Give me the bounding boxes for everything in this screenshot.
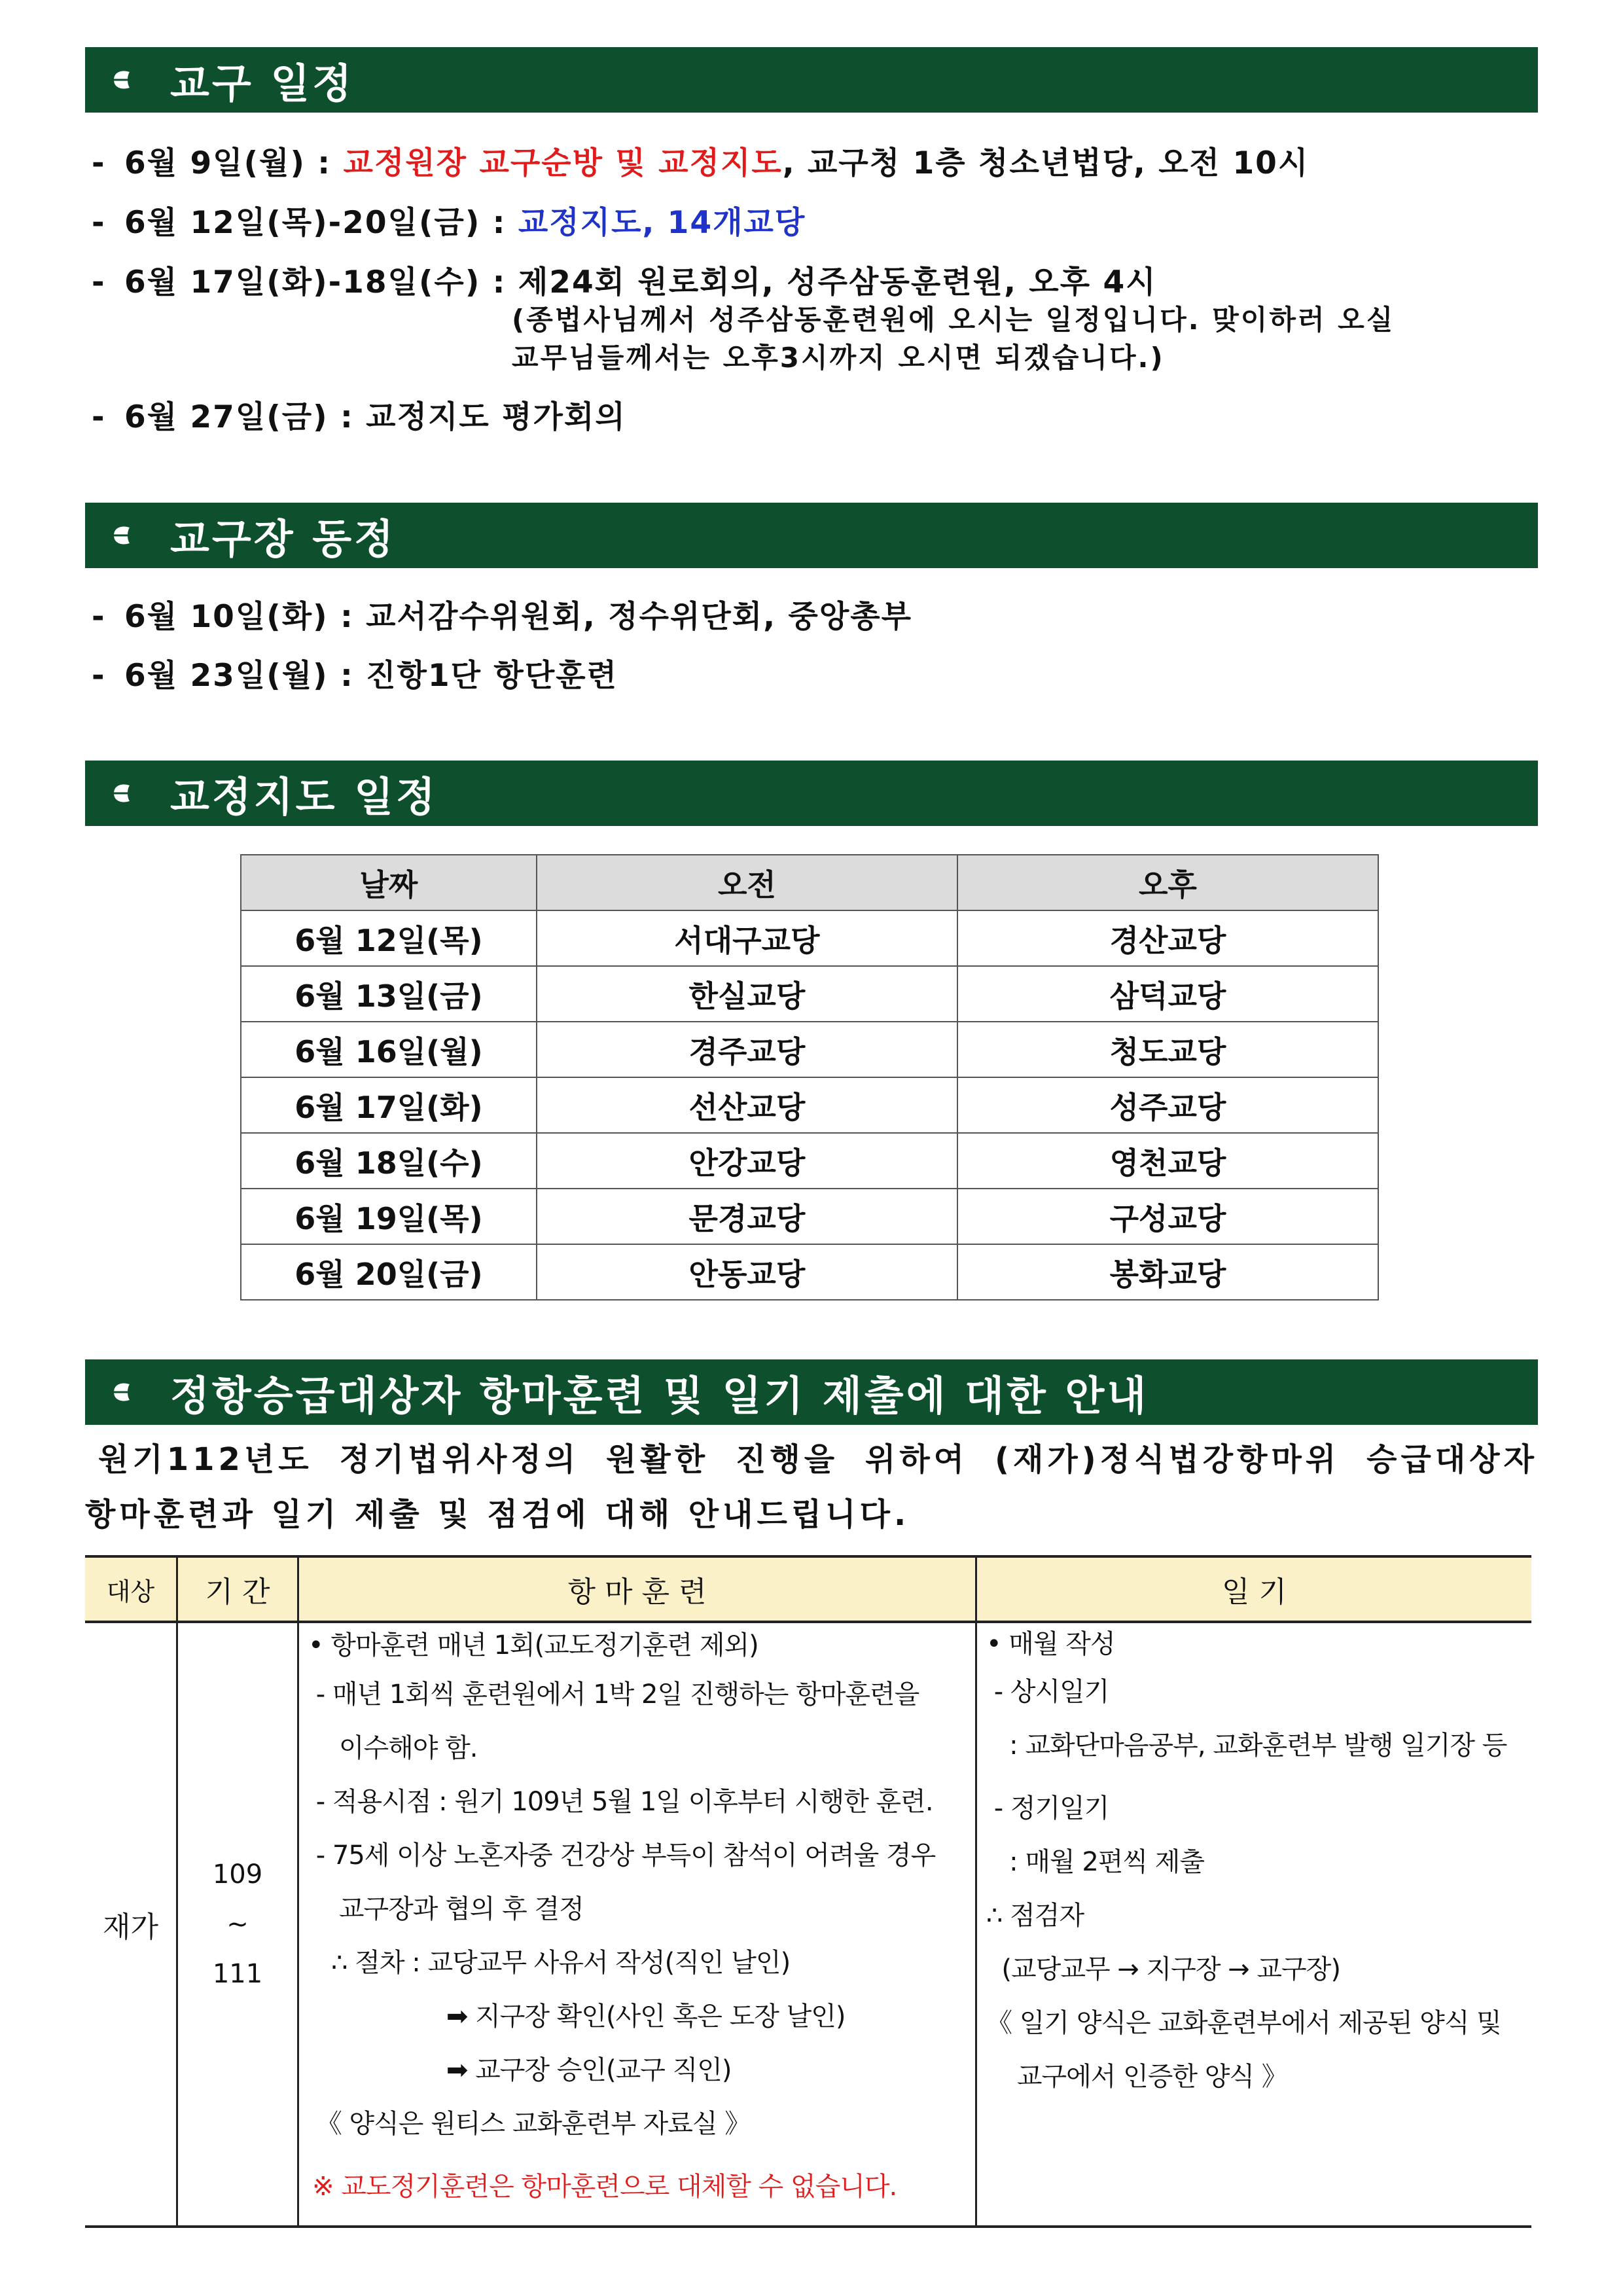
column-header: 오전: [537, 855, 957, 910]
schedule-item: - 6월 12일(목)-20일(금) : 교정지도, 14개교당: [92, 205, 806, 241]
column-header: 기 간: [177, 1556, 298, 1622]
column-header: 날짜: [241, 855, 537, 910]
period-cell: 109 ~ 111: [177, 1622, 298, 2227]
schedule-item: - 6월 17일(화)-18일(수) : 제24회 원로회의, 성주삼동훈련원, 오후 4시: [92, 264, 1157, 300]
section-header-leader: [85, 503, 1538, 568]
column-header: 항 마 훈 련: [298, 1556, 976, 1622]
table-row: 6월 19일(목) 문경교당 구성교당: [241, 1189, 1378, 1244]
column-header: 대상: [85, 1556, 177, 1622]
section-title: 교구장 동정: [170, 514, 397, 563]
leader-item: - 6월 23일(월) : 진항1단 항단훈련: [92, 658, 618, 694]
leaf-bullet-icon: [110, 522, 136, 548]
table-row: 6월 20일(금) 안동교당 봉화교당: [241, 1244, 1378, 1300]
table-row: [85, 1622, 1531, 2227]
training-cell: • 항마훈련 매년 1회(교도정기훈련 제외) - 매년 1회씩 훈련원에서 1박 2일 진행하는 항마훈련을 이수해야 함. - 적용시점 : 원기 109년 5월 1일 이후부터 시행한 훈련. - 75세 이상 노혼자중 건강상 부득이 참석이 어려울 경우 교구장과 협의 후 결정 ∴ 절차 : 교당교무 사유서 작성(직인 날인) ➡ 지구장 확인(사인 혹은 도장 날인) ➡ 교구장 승인(교구 직인) 《 양식은 원티스 교화훈련부 자료실 》 ※ 교도정기훈련은 항마훈련으로 대체할 수 없습니다.: [298, 1622, 976, 2227]
intro-paragraph: 원기112년도 정기법위사정의 원활한 진행을 위하여 (재가)정식법강항마위 승급대상자 항마훈련과 일기 제출 및 점검에 대해 안내드립니다.: [85, 1441, 1538, 1533]
column-header: 오후: [957, 855, 1378, 910]
section-header-training: [85, 1359, 1538, 1425]
table-row: 6월 12일(목) 서대구교당 경산교당: [241, 910, 1378, 966]
table-row: 6월 13일(금) 한실교당 삼덕교당: [241, 966, 1378, 1022]
schedule-item: - 6월 9일(월) : 교정원장 교구순방 및 교정지도, 교구청 1층 청소년법당, 오전 10시: [92, 145, 1310, 181]
guidance-table: [240, 854, 1379, 1300]
training-table: [85, 1555, 1531, 2228]
section-title: 교정지도 일정: [170, 772, 438, 821]
table-row: 6월 16일(월) 경주교당 청도교당: [241, 1022, 1378, 1077]
leaf-bullet-icon: [110, 780, 136, 806]
column-header: 일 기: [976, 1556, 1532, 1622]
section-title: 정항승급대상자 항마훈련 및 일기 제출에 대한 안내: [170, 1371, 1149, 1420]
leader-item: - 6월 10일(화) : 교서감수위원회, 정수위단회, 중앙총부: [92, 599, 913, 635]
section-header-guidance: [85, 761, 1538, 826]
leaf-bullet-icon: [110, 1379, 136, 1405]
schedule-note: (종법사님께서 성주삼동훈련원에 오시는 일정입니다. 맞이하러 오실 교무님들께서는 오후3시까지 오시면 되겠습니다.): [512, 304, 1395, 374]
diary-cell: • 매월 작성 - 상시일기 : 교화단마음공부, 교화훈련부 발행 일기장 등 - 정기일기 : 매월 2편씩 제출 ∴ 점검자 (교당교무 → 지구장 → 교구장) 《 일기 양식은 교화훈련부에서 제공된 양식 및 교구에서 인증한 양식 》: [976, 1622, 1532, 2227]
target-cell: 재가: [85, 1622, 177, 2227]
leaf-bullet-icon: [110, 67, 136, 93]
section-header-schedule: [85, 47, 1538, 113]
section-title: 교구 일정: [170, 59, 355, 107]
table-row: 6월 17일(화) 선산교당 성주교당: [241, 1077, 1378, 1133]
warning-text: ※ 교도정기훈련은 항마훈련으로 대체할 수 없습니다.: [312, 2172, 897, 2202]
schedule-item: - 6월 27일(금) : 교정지도 평가회의: [92, 399, 626, 435]
table-row: 6월 18일(수) 안강교당 영천교당: [241, 1133, 1378, 1189]
